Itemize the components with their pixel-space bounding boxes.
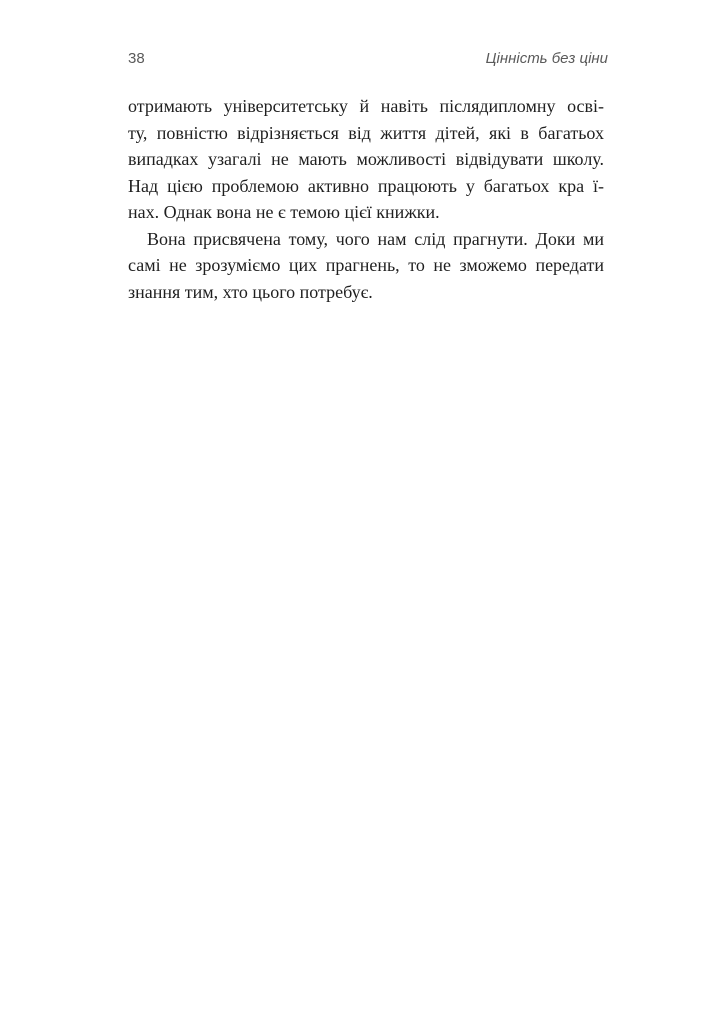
running-header xyxy=(128,50,608,74)
text-line: Вона присвячена тому, чого нам слід прагнути. Доки ми xyxy=(147,228,604,249)
text-line: отримають університетську й навіть післядипломну осві- xyxy=(128,96,604,116)
body-text xyxy=(128,93,604,305)
paragraph-2 xyxy=(128,226,604,306)
running-title: Цінність без ціни xyxy=(485,50,608,67)
text-line: знання тим, хто цього потребує. xyxy=(128,281,373,302)
paragraph-1 xyxy=(128,93,604,226)
text-line: самі не зрозуміємо цих прагнень, то не зможемо передати xyxy=(128,255,604,275)
page-number: 38 xyxy=(128,50,145,67)
text-line: Над цією проблемою активно працюють у багатьох кра ї- xyxy=(128,175,604,196)
text-line: ту, повністю відрізняється від життя дітей, які в багатьох xyxy=(128,122,604,143)
text-line: нах. Однак вона не є темою цієї книжки. xyxy=(128,202,440,222)
text-line: випадках узагалі не мають можливості відвідувати школу. xyxy=(128,149,604,169)
